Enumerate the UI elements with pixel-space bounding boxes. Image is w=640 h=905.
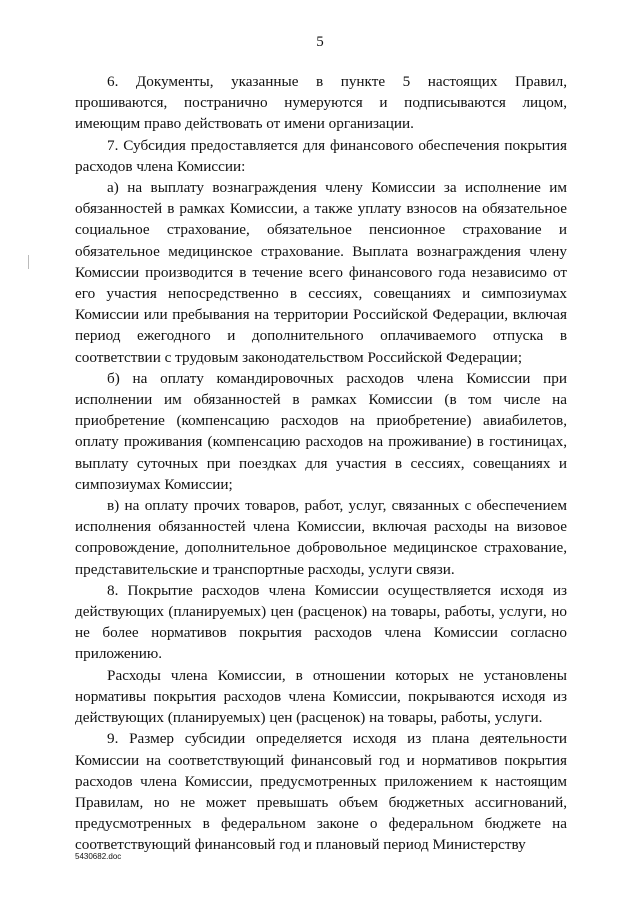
paragraph-8: 8. Покрытие расходов члена Комиссии осуществляется исходя из действующих (планируемых) цен (расценок) на товары, работы, услуги, но не более нормативов покрытия расходов члена Комиссии согласно приложению. [75,581,567,663]
margin-mark [28,255,29,269]
paragraph-8-expenses: Расходы члена Комиссии, в отношении которых не установлены нормативы покрытия расходов члена Комиссии, покрываются исходя из действующих (планируемых) цен (расценок) на товары, работы, услуги. [75,666,567,727]
paragraph-7a: а) на выплату вознаграждения члену Комиссии за исполнение им обязанностей в рамках Комиссии, а также уплату взносов на обязательное социальное страхование, обязательное пенсионное страхование и обязательное медицинское страхование. Выплата вознаграждения члену Комиссии производится в течение всего финансового года независимо от его участия непосредственно в сессиях, совещаниях и симпозиумах Комиссии или пребывания на территории Российской Федерации, включая период ежегодного и дополнительного оплачиваемого отпуска в соответствии с трудовым законодательством Российской Федерации; [75,179,567,366]
page-number: 5 [316,34,324,50]
paragraph-7: 7. Субсидия предоставляется для финансового обеспечения покрытия расходов члена Комиссии: [75,136,567,175]
file-name-footer: 5430682.doc [75,852,122,861]
document-body [75,71,567,856]
paragraph-7v: в) на оплату прочих товаров, работ, услуг, связанных с обеспечением исполнения обязанностей члена Комиссии, включая расходы на визовое сопровождение, дополнительное добровольное медицинское страхование, представительские и транспортные расходы, услуги связи. [75,497,567,578]
paragraph-9: 9. Размер субсидии определяется исходя из плана деятельности Комиссии на соответствующий финансовый год и нормативов покрытия расходов члена Комиссии, предусмотренных приложением к настоящим Правилам, но не может превышать объем бюджетных ассигнований, предусмотренных в федеральном законе о федеральном бюджете на соответствующий финансовый год и плановый период Министерству [75,730,567,854]
paragraph-7b: б) на оплату командировочных расходов члена Комиссии при исполнении им обязанностей в рамках Комиссии (в том числе на приобретение (компенсацию расходов на приобретение) авиабилетов, оплату проживания (компенсацию расходов на проживание) в гостиницах, выплату суточных при поездках для участия в сессиях, совещаниях и симпозиумах Комиссии; [75,369,567,493]
paragraph-6: 6. Документы, указанные в пункте 5 настоящих Правил, прошиваются, постранично нумеруются и подписываются лицом, имеющим право действовать от имени организации. [75,73,567,133]
